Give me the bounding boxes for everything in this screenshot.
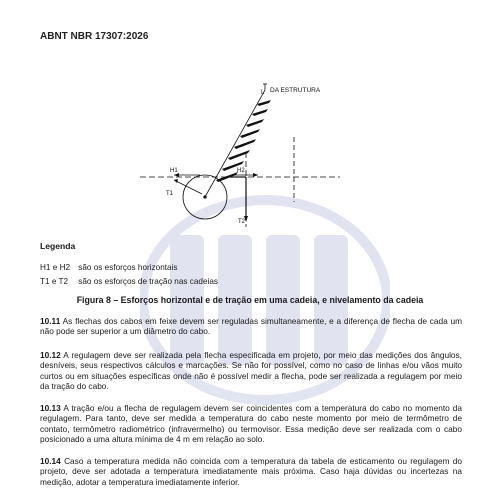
label-t1: T1 <box>166 191 174 197</box>
label-h2: H2 <box>237 168 245 174</box>
section-10-13 <box>40 403 462 445</box>
label-t2: T2 <box>238 219 246 225</box>
section-number: 10.13 <box>40 403 61 413</box>
section-10-14 <box>40 456 462 487</box>
legend-term: H1 e H2 <box>40 263 71 272</box>
legend-term: T1 e T2 <box>40 277 69 286</box>
traction-diagram <box>140 82 340 232</box>
section-text: Caso a temperatura medida não coincida com a temperatura da tabela de esticamento ou regulagem do projeto, deve ser adotada a temperatura imediatamente mais próxima. Caso haja dúvidas ou incertezas na medição, adotar a temperatura imediatamente inferior. <box>40 456 462 487</box>
legend-item <box>40 263 178 272</box>
section-text: A regulagem deve ser realizada pela flecha especificada em projeto, por meio das medições dos ângulos, desníveis, seus respectivos cálculos e marcações. Se não for possível, como no caso de linhas e/ou vãos muito curtos ou em situações específicas onde não é possível medir a flecha, pode ser realizada a regulagem por meio da tração do cabo. <box>40 350 462 392</box>
legend-title: Legenda <box>40 241 76 251</box>
document-header: ABNT NBR 17307:2026 <box>40 31 149 42</box>
section-number: 10.12 <box>40 350 61 360</box>
section-number: 10.14 <box>40 456 61 466</box>
label-l: L <box>261 90 265 96</box>
section-10-12 <box>40 350 462 392</box>
figure-caption: Figura 8 – Esforços horizontal e de tração em uma cadeia, e nivelamento da cadeia <box>76 295 424 305</box>
section-text: As flechas dos cabos em feixe devem ser reguladas simultaneamente, e a diferença de flecha de cada um não pode ser superior a um diâmetro do cabo. <box>40 316 462 337</box>
legend-desc: são os esforços horizontais <box>78 263 178 272</box>
legend-desc: são os esforços de tração nas cadeias <box>78 277 219 286</box>
legend-item <box>40 277 218 286</box>
section-10-11 <box>40 316 462 337</box>
section-number: 10.11 <box>40 316 61 326</box>
label-h1: H1 <box>170 168 178 174</box>
label-structure: DA ESTRUTURA <box>270 87 321 94</box>
section-text: A tração e/ou a flecha de regulagem devem ser coincidentes com a temperatura do cabo no momento da regulagem. Para tanto, deve ser medida a temperatura do cabo neste momento por meio de termômetro de contato, termômetro radiométrico (infravermelho) ou termovisor. Essa medição deve ser realizada com o cabo posicionado a uma altura mínima de 4 m em relação ao solo. <box>40 403 462 445</box>
